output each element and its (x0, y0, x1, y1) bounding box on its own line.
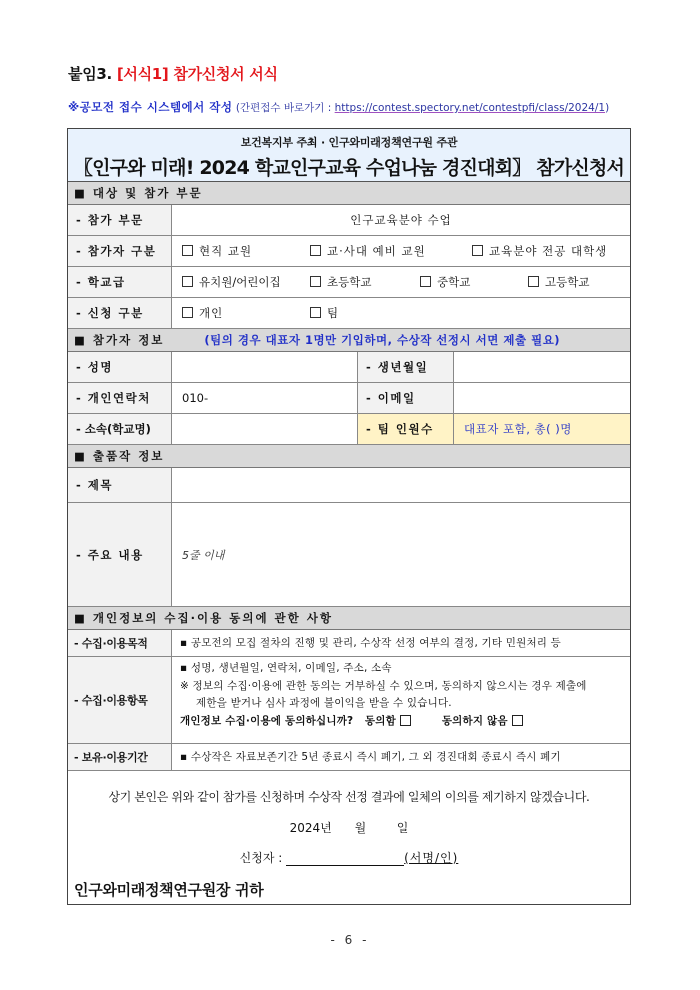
page-number: - 6 - (330, 933, 370, 947)
option-label: 유치원/어린이집 (199, 275, 281, 289)
disagree-checkbox[interactable] (512, 715, 523, 726)
items-notice-1: ※ 정보의 수집·이용에 관한 동의는 거부하실 수 있으며, 동의하지 않으시는 경우 제출에 (180, 680, 587, 692)
label-affiliation: - 소속(학교명) (68, 414, 172, 444)
row-application-type (68, 298, 630, 329)
label-participant-type: - 참가자 구분 (68, 236, 172, 266)
consent-question-line (180, 712, 622, 731)
affiliation-field[interactable] (172, 414, 357, 444)
checkbox-icon[interactable] (528, 276, 539, 287)
option-kindergarten[interactable] (182, 274, 310, 290)
school-level-options (172, 267, 630, 297)
option-label: 초등학교 (327, 275, 372, 289)
row-content (68, 503, 630, 607)
signature-stamp-label: (서명/인) (404, 851, 459, 865)
content-field[interactable]: 5줄 이내 (182, 548, 225, 562)
signer-label: 신청자 : (239, 851, 287, 865)
retention-value (172, 744, 630, 770)
row-name-birth (68, 352, 630, 383)
contest-link[interactable]: https://contest.spectory.net/contestpfi/class/2024/1 (334, 102, 606, 114)
option-preservice-teacher[interactable] (310, 243, 472, 259)
form-footer (68, 771, 630, 904)
checkbox-icon[interactable] (182, 245, 193, 256)
checkbox-icon[interactable] (472, 245, 483, 256)
participant-type-options (172, 236, 630, 266)
email-field[interactable] (454, 383, 630, 413)
row-purpose (68, 630, 630, 657)
option-label: 중학교 (437, 275, 471, 289)
form-title-box (68, 129, 630, 182)
row-title (68, 468, 630, 503)
option-individual[interactable] (182, 305, 310, 321)
checkbox-icon[interactable] (182, 276, 193, 287)
heading-prefix: 붙임3. (68, 65, 117, 83)
label-items: - 수집·이용항목 (68, 657, 172, 743)
row-affiliation-team (68, 414, 630, 445)
option-label: 교육분야 전공 대학생 (489, 244, 608, 258)
checkbox-icon[interactable] (310, 307, 321, 318)
items-value (172, 657, 630, 743)
option-label: 교·사대 예비 교원 (327, 244, 426, 258)
label-phone: - 개인연락처 (68, 383, 172, 413)
submission-note (68, 99, 609, 115)
label-title: - 제목 (68, 468, 172, 502)
section-consent-header: ■ 개인정보의 수집·이용 동의에 관한 사항 (68, 607, 630, 630)
checkbox-icon[interactable] (310, 245, 321, 256)
label-school-level: - 학교급 (68, 267, 172, 297)
name-field[interactable] (172, 352, 357, 382)
shortcut-label: (간편접수 바로가기 : (232, 102, 335, 114)
date-line: 2024년 월 일 (289, 821, 409, 835)
label-team-size: - 팀 인원수 (357, 414, 454, 444)
section-participant-title: ■ 참가자 정보 (74, 333, 165, 347)
agree-checkbox[interactable] (400, 715, 411, 726)
section-target-header: ■ 대상 및 참가 부문 (68, 182, 630, 205)
phone-field[interactable]: 010- (182, 391, 209, 405)
application-form (67, 128, 631, 905)
option-team[interactable] (310, 305, 339, 321)
birthdate-field[interactable] (454, 352, 630, 382)
purpose-value (172, 630, 630, 656)
option-middle[interactable] (420, 274, 528, 290)
option-label: 현직 교원 (199, 244, 253, 258)
signature-field[interactable] (286, 853, 404, 866)
items-list: ▪ 성명, 생년월일, 연락처, 이메일, 주소, 소속 (180, 662, 392, 674)
label-application-type: - 신청 구분 (68, 298, 172, 328)
consent-question: 개인정보 수집·이용에 동의하십니까? (180, 715, 354, 727)
application-type-options (172, 298, 630, 328)
page-heading (68, 63, 278, 84)
row-school-level (68, 267, 630, 298)
submission-note-text: ※공모전 접수 시스템에서 작성 (68, 100, 233, 114)
declaration: 상기 본인은 위와 같이 참가를 신청하며 수상작 선정 결과에 일체의 이의를 제기하지 않겠습니다. (108, 790, 590, 804)
option-education-student[interactable] (472, 243, 607, 259)
disagree-label: 동의하지 않음 (441, 715, 508, 727)
label-category: - 참가 부문 (68, 205, 172, 235)
option-label: 팀 (327, 306, 340, 320)
retention-text: ▪ 수상작은 자료보존기간 5년 종료시 즉시 폐기, 그 외 경진대회 종료시 즉시 폐기 (180, 750, 561, 763)
section-participant-header (68, 329, 630, 352)
label-retention: - 보유·이용기간 (68, 744, 172, 770)
label-content: - 주요 내용 (68, 503, 172, 606)
option-label: 고등학교 (545, 275, 590, 289)
paren-close: ) (605, 102, 610, 114)
agree-label: 동의함 (364, 715, 396, 727)
label-birthdate: - 생년월일 (357, 352, 454, 382)
row-items (68, 657, 630, 744)
option-high[interactable] (528, 274, 589, 290)
addressee: 인구와미래정책연구원장 귀하 (74, 881, 264, 899)
team-size-field[interactable]: 대표자 포함, 총( )명 (454, 414, 630, 444)
signer-line (68, 849, 630, 866)
section-participant-note: (팀의 경우 대표자 1명만 기입하며, 수상작 선정시 서면 제출 필요) (204, 333, 561, 347)
value-category: 인구교육분야 수업 (350, 213, 452, 227)
option-current-teacher[interactable] (182, 243, 310, 259)
form-host: 보건복지부 주최 · 인구와미래정책연구원 주관 (240, 136, 458, 149)
checkbox-icon[interactable] (310, 276, 321, 287)
row-phone-email (68, 383, 630, 414)
checkbox-icon[interactable] (182, 307, 193, 318)
row-retention (68, 744, 630, 771)
row-category (68, 205, 630, 236)
items-notice-2: 제한을 받거나 심사 과정에 불이익을 받을 수 있습니다. (196, 697, 452, 709)
title-field[interactable] (172, 468, 630, 502)
label-purpose: - 수집·이용목적 (68, 630, 172, 656)
label-email: - 이메일 (357, 383, 454, 413)
form-title: 〖인구와 미래! 2024 학교인구교육 수업나눔 경진대회〗 참가신청서 (73, 157, 625, 179)
option-elementary[interactable] (310, 274, 420, 290)
section-work-header: ■ 출품작 정보 (68, 445, 630, 468)
label-name: - 성명 (68, 352, 172, 382)
heading-form-title: [서식1] 참가신청서 서식 (116, 65, 278, 83)
purpose-text: ▪ 공모전의 모집 절차의 진행 및 관리, 수상작 선정 여부의 결정, 기타 민원처리 등 (180, 636, 562, 649)
row-participant-type (68, 236, 630, 267)
checkbox-icon[interactable] (420, 276, 431, 287)
option-label: 개인 (199, 306, 224, 320)
